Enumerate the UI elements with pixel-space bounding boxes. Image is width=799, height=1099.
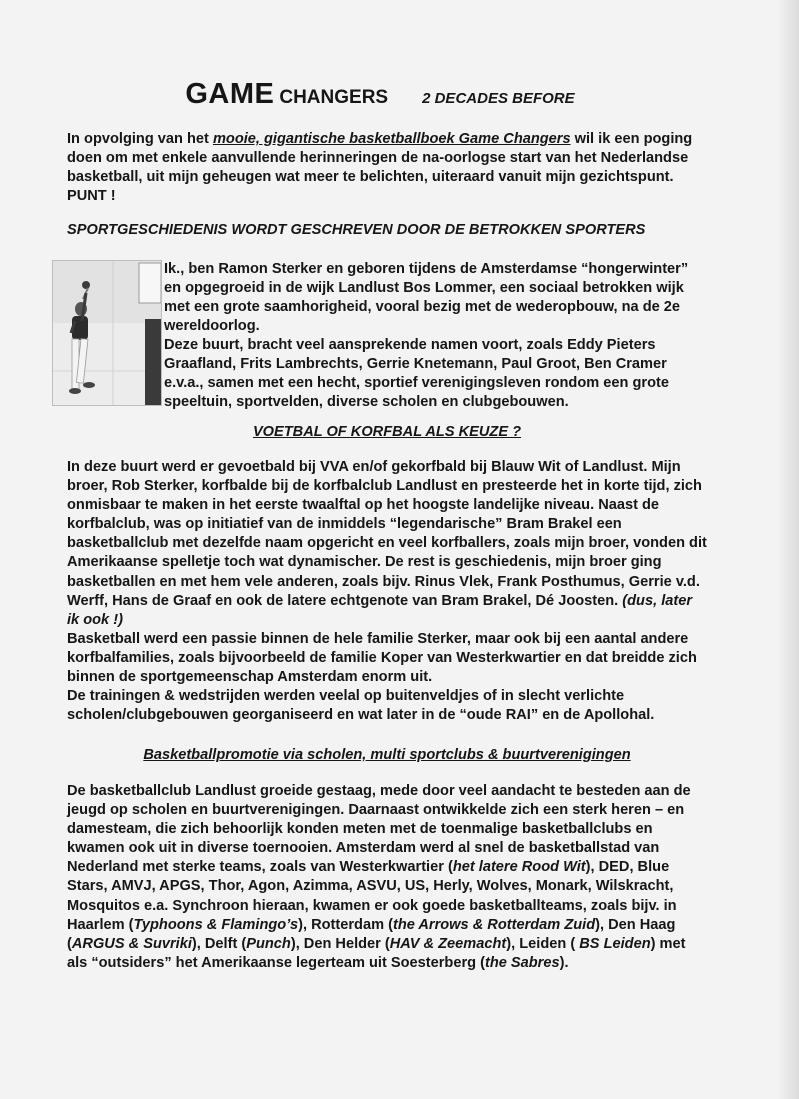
clubs-text-8: ) met als “outsiders” het Amerikaanse legerteam uit Soesterberg ( xyxy=(67,935,686,971)
page-title xyxy=(0,78,760,111)
intro-text-end: wil ik een poging doen om met enkele aanvullende herinneringen de na-oorlogse start van het Nederlandse basketball, uit mijn geheugen wat meer te belichten, uiteraard vanuit mijn gezichtspunt. PUNT ! xyxy=(67,131,693,205)
family-paragraph: Basketball werd een passie binnen de hele familie Sterker, maar ook bij een aantal andere korfbalfamilies, zoals bijvoorbeeld de familie Koper van Westerkwartier en dat breidde zich binnen de sportgemeenschap Amsterdam enorm uit. xyxy=(67,631,697,686)
book-link[interactable]: mooie, gigantische basketballboek Game Changers xyxy=(212,131,571,147)
clubs-text-4: ), Den Haag ( xyxy=(67,916,676,952)
clubs-italic-4: ARGUS & Suvriki xyxy=(71,935,192,952)
intro-ramon-paragraph: Ik., ben Ramon Sterker en geboren tijdens de Amsterdamse “hongerwinter” en opgegroeid in de wijk Landlust Bos Lommer, een sociaal betrokken wijk met een grote saamhorigheid, vooral bezig met de wederopbouw, na de 2e wereldoorlog. xyxy=(164,261,689,335)
clubs-text-6: ), Den Helder ( xyxy=(290,935,390,952)
clubs-italic-6: HAV & Zeemacht xyxy=(389,935,507,952)
clubs-text-9: ). xyxy=(559,954,569,971)
section-heading-voetbal-korfbal: VOETBAL OF KORFBAL ALS KEUZE ? xyxy=(252,424,522,440)
clubs-text-7: ), Leiden ( xyxy=(506,935,580,952)
clubs-paragraph xyxy=(67,782,707,973)
intro-text-start: In opvolging van het xyxy=(67,131,213,147)
neighbourhood-paragraph: Deze buurt, bracht veel aansprekende namen voort, zoals Eddy Pieters Graafland, Frits Lambrechts, Gerrie Knetemann, Paul Groot, Ben Cramer e.v.a., samen met een hecht, sportief verenigingsleven rondom een grote speeltuin, sportvelden, diverse scholen en clubgebouwen. xyxy=(164,337,669,411)
clubs-italic-8: the Sabres xyxy=(484,954,560,971)
clubs-text-2: ), DED, Blue Stars, AMVJ, APGS, Thor, Agon, Azimma, ASVU, US, Herly, Wolves, Monark, Wilskracht, Mosquitos e.a. Synchroon hieraan, kwamen er ook goede basketballteams, zoals bijv. in Haarlem ( xyxy=(67,859,677,933)
training-paragraph: De trainingen & wedstrijden werden veelal op buitenveldjes of in slecht verlichte scholen/clubgebouwen georganiseerd en wat later in de “oude RAI” en de Apollohal. xyxy=(67,688,655,724)
clubs-text-3: ), Rotterdam ( xyxy=(298,916,393,933)
clubs-text-5: ), Delft ( xyxy=(191,935,247,952)
basketball-player-photo xyxy=(52,260,162,406)
page-edge-shadow xyxy=(777,0,799,1099)
clubs-italic-3: the Arrows & Rotterdam Zuid xyxy=(392,916,596,933)
korfbal-aside: (dus, later ik ook !) xyxy=(67,592,693,628)
korfbal-text: In deze buurt werd er gevoetbald bij VVA en/of gekorfbald bij Blauw Wit of Landlust. Mijn broer, Rob Sterker, korfbalde bij de korfbalclub Landlust en presteerde het in korte tijd, zich onmisbaar te maken in het eerste twaalftal op het hoogste landelijke niveau. Naast de korfbalclub, was op initiatief van de inmiddels “legendarische” Bram Brakel een basketballclub met dezelfde naam opgericht en veel korfballers, zoals mijn broer, vonden dit Amerikaanse spelletje toch wat dynamischer. De rest is geschiedenis, mijn broer ging basketballen en met hem vele anderen, zoals bijv. Rinus Vlek, Frank Posthumus, Gerrie v.d. Werff, Hans de Graaf en ook de latere echtgenote van Bram Brakel, Dé Joosten. xyxy=(67,459,707,609)
clubs-italic-7: BS Leiden xyxy=(579,935,651,952)
title-changers: CHANGERS xyxy=(279,87,389,108)
section-heading-basketballpromotie: Basketballpromotie via scholen, multi sportclubs & buurtverenigingen xyxy=(143,747,631,763)
clubs-italic-5: Punch xyxy=(246,935,291,952)
title-game: GAME xyxy=(185,78,275,110)
korfbal-paragraph xyxy=(67,458,707,630)
clubs-italic-1: het latere Rood Wit xyxy=(452,859,586,876)
section-heading-sportgeschiedenis: SPORTGESCHIEDENIS WORDT GESCHREVEN DOOR DE BETROKKEN SPORTERS xyxy=(67,222,646,238)
intro-paragraph xyxy=(67,130,707,206)
clubs-italic-2: Typhoons & Flamingo’s xyxy=(133,916,299,933)
clubs-text-1: De basketballclub Landlust groeide gestaag, mede door veel aandacht te besteden aan de jeugd op scholen en buurtverenigingen. Daarnaast ontwikkelde zich een sterk heren – en damesteam, die zich behoorlijk konden meten met de toenmalige basketballclubs en kwamen ook uit in diverse toernooien. Amsterdam werd al snel de basketballstad van Nederland met sterke teams, zoals van Westerkwartier ( xyxy=(67,783,691,876)
title-decades: 2 DECADES BEFORE xyxy=(422,90,575,107)
